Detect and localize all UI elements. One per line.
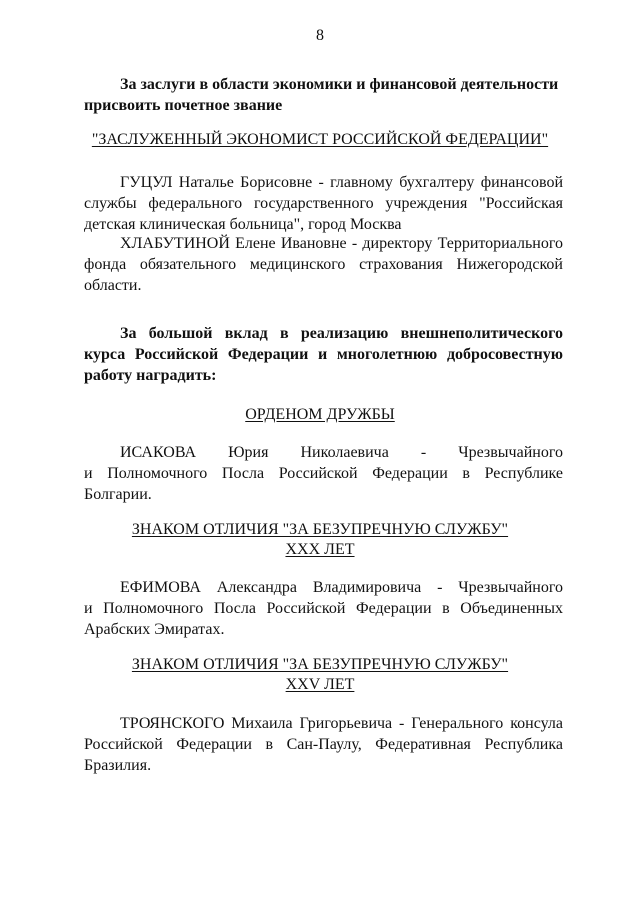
award-title-line2: XXX ЛЕТ <box>285 541 355 558</box>
award-title-line1: ЗНАКОМ ОТЛИЧИЯ "ЗА БЕЗУПРЕЧНУЮ СЛУЖБУ" <box>131 656 509 673</box>
person-line: ГУЦУЛ Наталье Борисовне - главному бухгалтеру финансовой <box>120 174 563 191</box>
person-line: ТРОЯНСКОГО Михаила Григорьевича - Генерального консула <box>120 715 563 732</box>
person-line: службы федерального государственного учреждения "Российская <box>84 195 563 212</box>
award-title-line2: XXV ЛЕТ <box>285 676 355 693</box>
section2-intro <box>84 323 563 386</box>
person-line: детская клиническая больница", город Москва <box>84 216 402 233</box>
page-number: 8 <box>316 27 324 44</box>
person-line: ЕФИМОВА Александра Владимировича - Чрезвычайного <box>120 579 563 596</box>
person-efimov <box>84 577 563 640</box>
person-line: Российской Федерации в Сан-Паулу, Федеративная Республика <box>84 736 563 753</box>
person-line: области. <box>84 277 142 294</box>
award-title-line1: ЗНАКОМ ОТЛИЧИЯ "ЗА БЕЗУПРЕЧНУЮ СЛУЖБУ" <box>131 521 509 538</box>
person-line: и Полномочного Посла Российской Федерации в Республике <box>84 465 563 482</box>
award-title-line1: ОРДЕНОМ ДРУЖБЫ <box>245 406 395 423</box>
person-line: ХЛАБУТИНОЙ Елене Ивановне - директору Территориального <box>120 235 563 252</box>
person-line: и Полномочного Посла Российской Федерации в Объединенных <box>84 600 563 617</box>
award-title-xxx <box>60 520 580 560</box>
award-title-order-of-friendship <box>60 405 580 425</box>
section2-intro-line3: работу наградить: <box>84 367 217 384</box>
person-line: Болгарии. <box>84 486 152 503</box>
person-troyansky <box>84 713 563 776</box>
person-line: Бразилия. <box>84 757 152 774</box>
person-line: фонда обязательного медицинского страхования Нижегородской <box>84 256 563 273</box>
section1-title-text: "ЗАСЛУЖЕННЫЙ ЭКОНОМИСТ РОССИЙСКОЙ ФЕДЕРАЦИИ" <box>91 131 549 148</box>
section1-intro-line2: присвоить почетное звание <box>84 97 283 114</box>
person-isakov <box>84 442 563 505</box>
person-line: ИСАКОВА Юрия Николаевича - Чрезвычайного <box>120 444 563 461</box>
award-title-xxv <box>60 655 580 695</box>
section2-intro-line1: За большой вклад в реализацию внешнеполитического <box>120 325 563 342</box>
person-khlabutina <box>84 233 563 296</box>
section1-intro-line1: За заслуги в области экономики и финансовой деятельности <box>120 76 559 93</box>
section2-intro-line2: курса Российской Федерации и многолетнюю добросовестную <box>84 346 563 363</box>
person-gutsul <box>84 172 563 235</box>
section1-title <box>60 130 580 150</box>
person-line: Арабских Эмиратах. <box>84 621 225 638</box>
section1-intro <box>84 74 563 116</box>
